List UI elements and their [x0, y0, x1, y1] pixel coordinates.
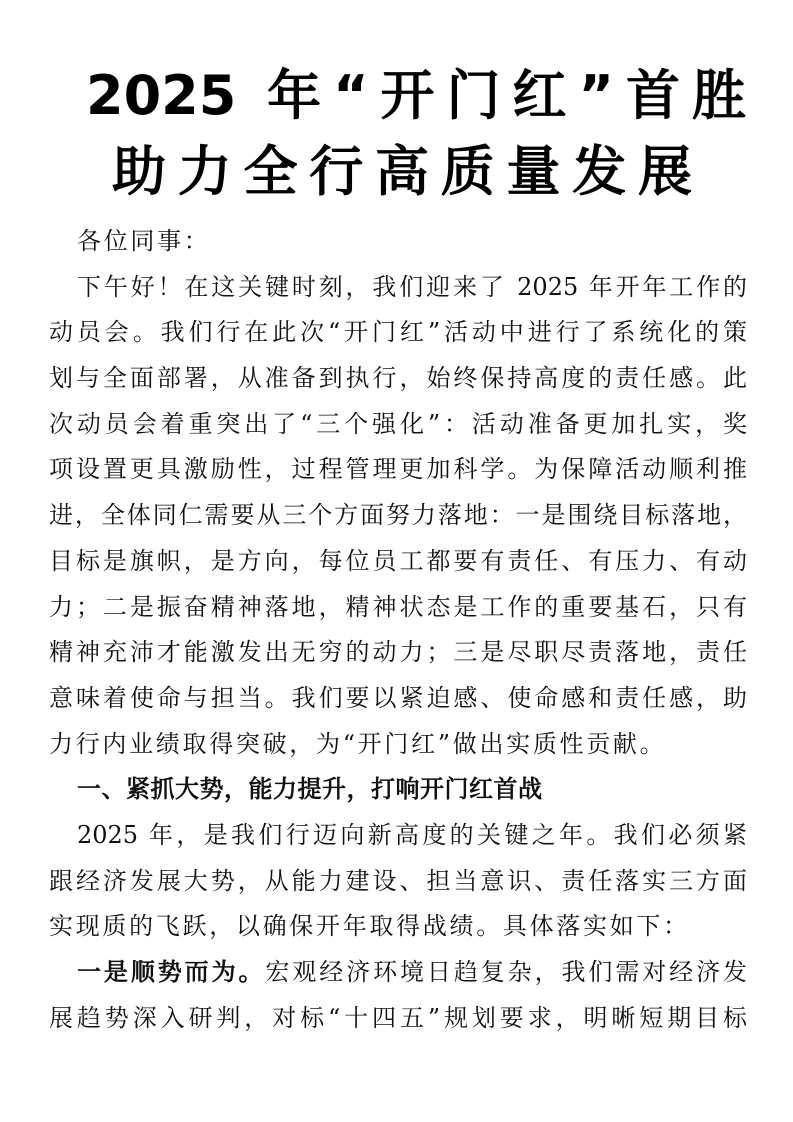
paragraph-section-intro — [49, 813, 747, 950]
paragraph-opening — [49, 265, 747, 768]
salutation: 各位同事： — [77, 227, 211, 255]
paragraph-line: 下午好！在这关键时刻，我们迎来了 2025 年开年工作的 — [77, 272, 747, 301]
paragraph-line: 次动员会着重突出了“三个强化”：活动准备更加扎实，奖 — [49, 409, 747, 438]
document-title-line-2: 助力全行高质量发展 — [112, 140, 692, 203]
paragraph-line: 目标是旗帜，是方向，每位员工都要有责任、有压力、有动 — [49, 546, 747, 575]
paragraph-line: 划与全面部署，从准备到执行，始终保持高度的责任感。此 — [49, 364, 747, 393]
paragraph-line: 实现质的飞跃，以确保开年取得战绩。具体落实如下： — [49, 912, 690, 941]
paragraph-line: 2025 年，是我们行迈向新高度的关键之年。我们必须紧 — [77, 820, 747, 849]
paragraph-line: 跟经济发展大势，从能力建设、担当意识、责任落实三方面 — [49, 866, 747, 895]
paragraph-line: 展趋势深入研判，对标“十四五”规划要求，明晰短期目标 — [49, 1003, 747, 1032]
paragraph-point-one-line — [49, 950, 747, 996]
paragraph-line: 精神充沛才能激发出无穷的动力；三是尽职尽责落地，责任 — [49, 638, 747, 667]
document-body — [49, 219, 747, 1041]
paragraph-line: 动员会。我们行在此次“开门红”活动中进行了系统化的策 — [49, 318, 747, 347]
paragraph-line: 进，全体同仁需要从三个方面努力落地：一是围绕目标落地， — [49, 501, 747, 530]
section-heading: 一、紧抓大势，能力提升，打响开门红首战 — [77, 775, 543, 804]
paragraph-line: 意味着使命与担当。我们要以紧迫感、使命感和责任感，助 — [49, 683, 747, 712]
point-one-text: 宏观经济环境日趋复杂，我们需对经济发 — [265, 958, 748, 986]
point-one-lead: 一是顺势而为。 — [77, 958, 266, 986]
paragraph-line: 力；二是振奋精神落地，精神状态是工作的重要基石，只有 — [49, 592, 747, 621]
paragraph-line: 项设置更具激励性，过程管理更加科学。为保障活动顺利推 — [49, 455, 747, 484]
document-title-line-1: 2025 年“开门红”首胜 — [86, 64, 746, 127]
paragraph-line: 力行内业绩取得突破，为“开门红”做出实质性贡献。 — [49, 729, 667, 758]
